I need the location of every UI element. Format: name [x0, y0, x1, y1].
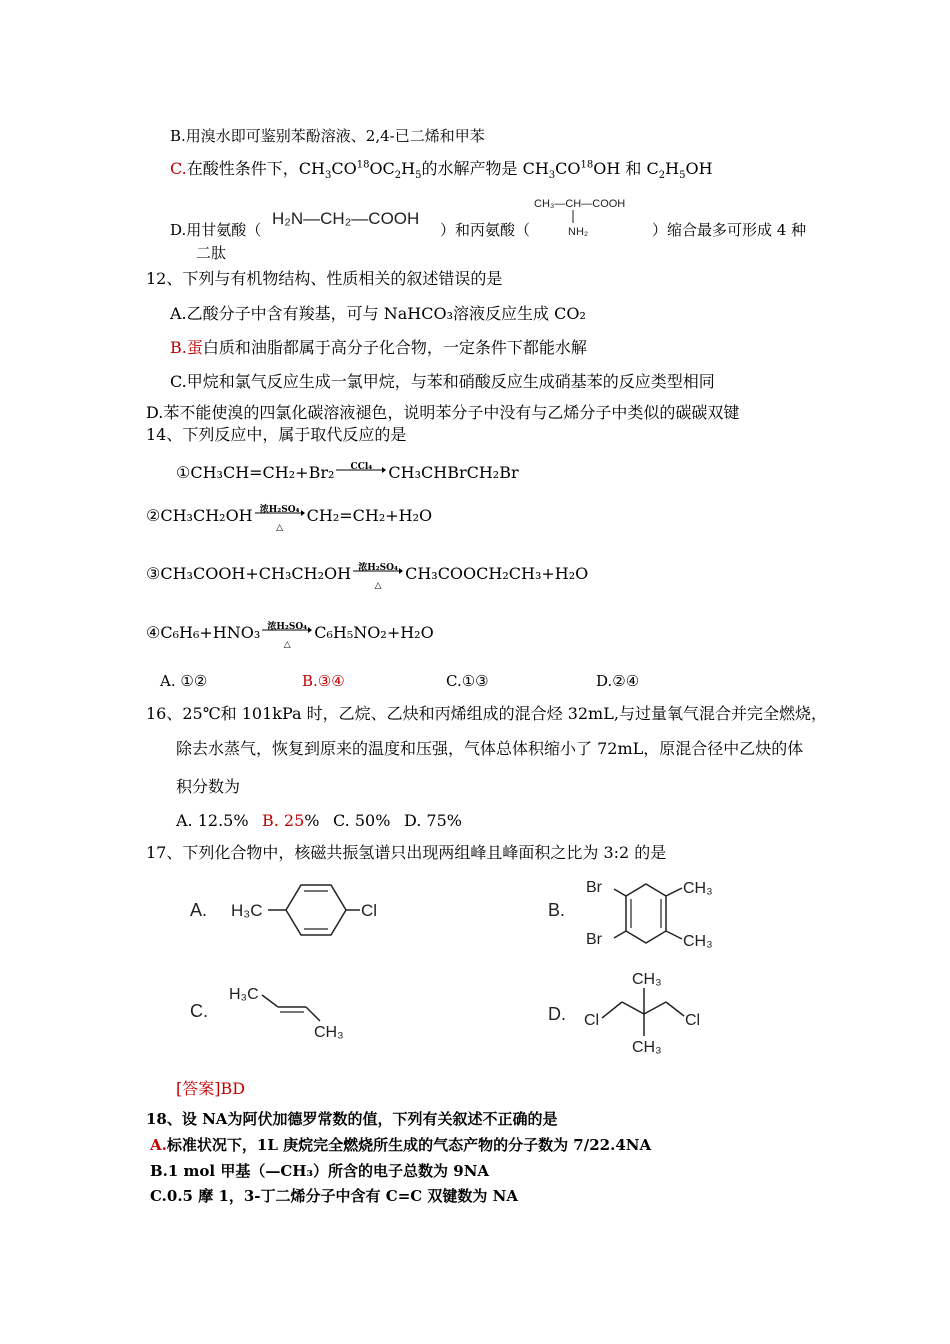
q11-option-d-mid: ）和丙氨酸（	[440, 221, 531, 239]
svg-text:H₃C: H₃C	[231, 901, 263, 920]
q18-option-b: B.1 mol 甲基（—CH₃）所含的电子总数为 9NA	[150, 1162, 490, 1180]
q11-option-c: C.在酸性条件下，$CH_3CO^{18}OC_2H_5$的水解产物是 $CH_3CO^{18}OH$ 和 $C_2H_5OH$	[170, 159, 713, 182]
structure-b	[546, 872, 746, 952]
svg-text:H₂N—CH₂—COOH: H₂N—CH₂—COOH	[272, 209, 420, 228]
glycine-structure	[268, 204, 438, 234]
q18-option-c: C.0.5 摩 1，3-丁二烯分子中含有 C=C 双键数为 NA	[150, 1187, 518, 1205]
svg-text:CH₃: CH₃	[314, 1024, 344, 1041]
svg-text:Cl: Cl	[685, 1012, 701, 1029]
svg-text:C.: C.	[190, 1001, 208, 1021]
q12-option-c: C.甲烷和氯气反应生成一氯甲烷，与苯和硝酸反应生成硝基苯的反应类型相同	[170, 372, 715, 391]
q16-option-b: B. 25%	[262, 811, 320, 830]
svg-text:H₃C: H₃C	[229, 986, 259, 1003]
q16-option-c: C. 50%	[333, 811, 391, 830]
svg-text:CH₃: CH₃	[683, 933, 713, 950]
q14-option-d: D.②④	[596, 672, 640, 690]
q14-stem: 14、下列反应中，属于取代反应的是	[146, 425, 407, 444]
q18-stem: 18、设 NA为阿伏加德罗常数的值，下列有关叙述不正确的是	[146, 1110, 558, 1128]
reaction-4: ④C₆H₆+HNO₃ 浓H₂SO₄ △ C₆H₅NO₂+H₂O	[146, 622, 434, 650]
q11-option-d-end: ）缩合最多可形成 4 种	[652, 221, 807, 239]
svg-text:CH₃: CH₃	[683, 880, 713, 897]
reaction-3: ③CH₃COOH+CH₃CH₂OH 浓H₂SO₄ △ CH₃COOCH₂CH₃+H₂O	[146, 563, 589, 591]
q14-option-c: C.①③	[446, 672, 489, 690]
svg-text:CH₃—CH—COOH: CH₃—CH—COOH	[534, 198, 626, 210]
reaction-arrow: 浓H₂SO₄ △	[255, 507, 305, 525]
svg-text:CH₃: CH₃	[632, 971, 662, 988]
svg-text:Cl: Cl	[584, 1012, 600, 1029]
svg-text:NH₂: NH₂	[568, 226, 589, 238]
structure-d	[546, 966, 746, 1058]
svg-text:Cl: Cl	[361, 901, 378, 920]
reaction-arrow: CCl₄	[336, 464, 386, 482]
svg-text:Br: Br	[586, 931, 602, 948]
q16-stem-line2: 除去水蒸气，恢复到原来的温度和压强，气体总体积缩小了 72mL，原混合径中乙炔的体	[176, 739, 804, 758]
reaction-arrow: 浓H₂SO₄ △	[262, 624, 312, 642]
q17-stem: 17、下列化合物中，核磁共振氢谱只出现两组峰且峰面积之比为 3:2 的是	[146, 843, 667, 862]
q17-answer: [答案]BD	[176, 1079, 246, 1098]
reaction-arrow: 浓H₂SO₄ △	[353, 565, 403, 583]
q16-stem-line3: 积分数为	[176, 777, 241, 796]
structure-a	[186, 872, 396, 952]
structure-c	[186, 975, 366, 1047]
q16-option-d: D. 75%	[404, 811, 462, 830]
svg-text:A.: A.	[190, 900, 208, 920]
q12-option-b: B.蛋白质和油脂都属于高分子化合物，一定条件下都能水解	[170, 338, 587, 357]
alanine-structure	[530, 193, 650, 241]
q12-option-d: D.苯不能使溴的四氯化碳溶液褪色，说明苯分子中没有与乙烯分子中类似的碳碳双键	[146, 403, 740, 422]
reaction-2: ②CH₃CH₂OH 浓H₂SO₄ △ CH₂=CH₂+H₂O	[146, 505, 433, 533]
q14-option-a: A. ①②	[160, 672, 208, 690]
svg-text:D.: D.	[548, 1004, 566, 1024]
svg-text:CH₃: CH₃	[632, 1039, 662, 1056]
q12-option-a: A.乙酸分子中含有羧基，可与 NaHCO₃溶液反应生成 CO₂	[170, 304, 586, 323]
svg-text:Br: Br	[586, 879, 602, 896]
q14-option-b: B.③④	[302, 672, 345, 690]
q12-stem: 12、下列与有机物结构、性质相关的叙述错误的是	[146, 269, 503, 288]
q18-option-a: A.标准状况下，1L 庚烷完全燃烧所生成的气态产物的分子数为 7/22.4NA	[150, 1136, 652, 1154]
q16-option-a: A. 12.5%	[176, 811, 249, 830]
q11-option-d-cont: 二肽	[196, 244, 227, 262]
q11-option-c-label: C.	[170, 159, 187, 178]
q11-option-d-pre: D.用甘氨酸（	[170, 221, 262, 239]
q16-stem-line1: 16、25℃和 101kPa 时，乙烷、乙炔和丙烯组成的混合烃 32mL,与过量氧气混合并完全燃烧，	[146, 704, 827, 723]
reaction-1: ①CH₃CH=CH₂+Br₂ CCl₄ CH₃CHBrCH₂Br	[176, 462, 519, 482]
svg-text:B.: B.	[548, 900, 566, 920]
q11-option-b: B.用溴水即可鉴别苯酚溶液、2,4-已二烯和甲苯	[170, 127, 485, 145]
